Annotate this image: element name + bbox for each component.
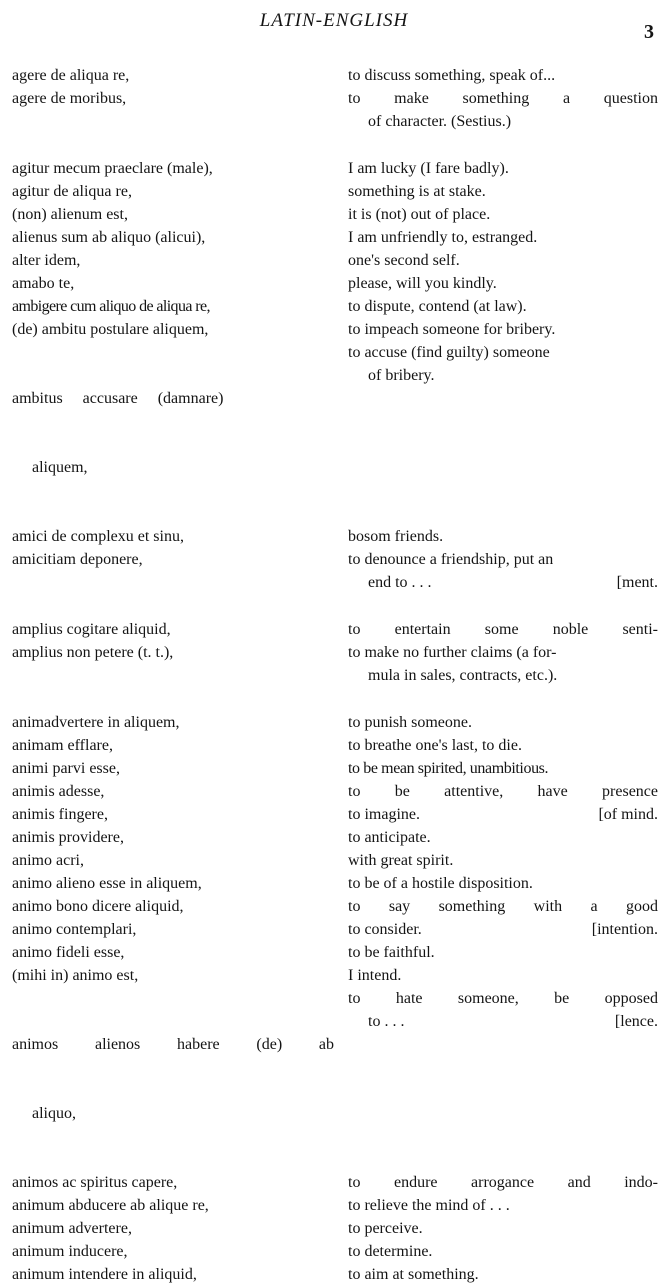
english-translation <box>348 641 658 687</box>
latin-phrase <box>12 1240 348 1263</box>
english-line: something is at stake. <box>348 183 486 200</box>
latin-line: aliquem, <box>32 459 88 476</box>
entry <box>12 1240 658 1263</box>
english-line: to entertain some noble senti- <box>348 621 658 638</box>
english-translation <box>348 780 658 803</box>
english-carryover: [lence. <box>614 1013 658 1030</box>
latin-line: animum advertere, <box>12 1220 132 1237</box>
latin-line: agere de aliqua re, <box>12 67 130 84</box>
latin-line: animo bono dicere aliquid, <box>12 898 184 915</box>
entry <box>12 895 658 918</box>
entry <box>12 341 658 525</box>
latin-line: animos alienos habere (de) ab <box>12 1036 334 1053</box>
latin-phrase <box>12 157 348 180</box>
english-line: to be of a hostile disposition. <box>348 875 533 892</box>
english-translation <box>348 918 658 941</box>
latin-line: animo alieno esse in aliquem, <box>12 875 202 892</box>
entry <box>12 87 658 133</box>
entry <box>12 249 658 272</box>
entry <box>12 826 658 849</box>
latin-line: amabo te, <box>12 275 75 292</box>
entry <box>12 641 658 687</box>
entry <box>12 941 658 964</box>
english-line: to denounce a friendship, put an <box>348 551 554 568</box>
latin-phrase <box>12 203 348 226</box>
english-translation <box>348 548 658 594</box>
latin-line: animi parvi esse, <box>12 760 120 777</box>
english-line: to . . . <box>368 1013 405 1030</box>
latin-phrase <box>12 987 348 1171</box>
latin-line: amicitiam deponere, <box>12 551 143 568</box>
english-line: of character. (Sestius.) <box>368 113 512 130</box>
latin-line: amplius cogitare aliquid, <box>12 621 171 638</box>
english-translation <box>348 157 658 180</box>
latin-phrase <box>12 295 348 318</box>
english-translation <box>348 341 658 387</box>
english-line: to accuse (find guilty) someone <box>348 344 550 361</box>
latin-phrase <box>12 1217 348 1240</box>
latin-line: animis providere, <box>12 829 124 846</box>
english-line: to relieve the mind of . . . <box>348 1197 510 1214</box>
latin-phrase <box>12 872 348 895</box>
english-line: to make something a question <box>348 90 658 107</box>
page-number: 3 <box>644 21 654 43</box>
english-line: bosom friends. <box>348 528 444 545</box>
english-line: to imagine. <box>348 806 420 823</box>
english-line-split <box>348 571 658 594</box>
english-line: I am unfriendly to, estranged. <box>348 229 538 246</box>
english-line-split <box>348 918 658 941</box>
english-line-split <box>348 1010 658 1033</box>
english-translation <box>348 618 658 641</box>
entry <box>12 849 658 872</box>
latin-phrase <box>12 64 348 87</box>
english-line: to hate someone, be opposed <box>348 990 658 1007</box>
latin-phrase <box>12 918 348 941</box>
english-line: to dispute, contend (at law). <box>348 298 527 315</box>
english-line: to determine. <box>348 1243 433 1260</box>
english-line: to make no further claims (a for- <box>348 644 557 661</box>
latin-line: agitur de aliqua re, <box>12 183 132 200</box>
running-title: LATIN-ENGLISH <box>259 10 409 31</box>
english-translation <box>348 1240 658 1263</box>
latin-phrase <box>12 341 348 525</box>
english-carryover: [ment. <box>616 574 658 591</box>
english-translation <box>348 734 658 757</box>
latin-phrase <box>12 780 348 803</box>
english-line: to endure arrogance and indo- <box>348 1174 658 1191</box>
latin-phrase <box>12 525 348 548</box>
latin-phrase <box>12 803 348 826</box>
english-translation <box>348 295 658 318</box>
latin-phrase <box>12 87 348 110</box>
english-translation <box>348 64 658 87</box>
english-translation <box>348 1194 658 1217</box>
english-line: to be mean spirited, unambitious. <box>348 760 549 777</box>
latin-line: animis adesse, <box>12 783 105 800</box>
english-translation <box>348 826 658 849</box>
entry <box>12 803 658 826</box>
english-translation <box>348 895 658 918</box>
entry <box>12 180 658 203</box>
english-line: to perceive. <box>348 1220 423 1237</box>
english-translation <box>348 711 658 734</box>
english-line: to be attentive, have presence <box>348 783 658 800</box>
latin-line: animadvertere in aliquem, <box>12 714 180 731</box>
latin-phrase <box>12 249 348 272</box>
entry <box>12 226 658 249</box>
latin-phrase <box>12 757 348 780</box>
entry <box>12 525 658 548</box>
english-line: mula in sales, contracts, etc.). <box>368 667 558 684</box>
entry <box>12 872 658 895</box>
entry <box>12 734 658 757</box>
english-line: of bribery. <box>368 367 435 384</box>
english-line: to breathe one's last, to die. <box>348 737 522 754</box>
latin-phrase <box>12 895 348 918</box>
english-carryover: [of mind. <box>598 806 658 823</box>
latin-phrase <box>12 641 348 664</box>
latin-phrase <box>12 180 348 203</box>
english-translation <box>348 180 658 203</box>
entry <box>12 987 658 1171</box>
latin-line: animo contemplari, <box>12 921 137 938</box>
english-translation <box>348 226 658 249</box>
english-translation <box>348 87 658 133</box>
entry <box>12 1194 658 1217</box>
latin-phrase <box>12 318 348 341</box>
latin-phrase <box>12 272 348 295</box>
latin-line: (de) ambitu postulare aliquem, <box>12 321 209 338</box>
english-translation <box>348 987 658 1033</box>
english-translation <box>348 525 658 548</box>
english-translation <box>348 203 658 226</box>
english-translation <box>348 1263 658 1286</box>
entry <box>12 203 658 226</box>
latin-line: agere de moribus, <box>12 90 127 107</box>
latin-line: aliquo, <box>32 1105 76 1122</box>
latin-line: animum intendere in aliquid, <box>12 1266 197 1283</box>
english-line: to consider. <box>348 921 422 938</box>
english-line: I am lucky (I fare badly). <box>348 160 509 177</box>
latin-line: amici de complexu et sinu, <box>12 528 184 545</box>
english-line: to be faithful. <box>348 944 435 961</box>
latin-line: animam efflare, <box>12 737 113 754</box>
entry <box>12 918 658 941</box>
english-translation <box>348 1217 658 1240</box>
latin-line: animum abducere ab alique re, <box>12 1197 209 1214</box>
latin-phrase <box>12 849 348 872</box>
latin-phrase <box>12 711 348 734</box>
english-line-split <box>348 803 658 826</box>
english-translation <box>348 1171 658 1194</box>
english-line: end to . . . <box>368 574 432 591</box>
entry <box>12 64 658 87</box>
english-line: to discuss something, speak of... <box>348 67 556 84</box>
entry <box>12 757 658 780</box>
latin-line: amplius non petere (t. t.), <box>12 644 174 661</box>
latin-phrase <box>12 734 348 757</box>
latin-phrase <box>12 964 348 987</box>
english-carryover: [intention. <box>591 921 658 938</box>
latin-phrase <box>12 1263 348 1286</box>
latin-phrase <box>12 941 348 964</box>
latin-phrase <box>12 548 348 571</box>
english-line: to impeach someone for bribery. <box>348 321 556 338</box>
latin-line: animos ac spiritus capere, <box>12 1174 178 1191</box>
english-translation <box>348 941 658 964</box>
dictionary-entries <box>12 64 658 1286</box>
english-line: to aim at something. <box>348 1266 479 1283</box>
entry <box>12 964 658 987</box>
entry <box>12 711 658 734</box>
english-translation <box>348 757 658 780</box>
latin-phrase <box>12 618 348 641</box>
entry <box>12 318 658 341</box>
latin-line: animo fideli esse, <box>12 944 125 961</box>
latin-line: ambitus accusare (damnare) <box>12 390 224 407</box>
english-line: to anticipate. <box>348 829 431 846</box>
latin-line: animum inducere, <box>12 1243 128 1260</box>
latin-line: (mihi in) animo est, <box>12 967 139 984</box>
english-line: please, will you kindly. <box>348 275 497 292</box>
latin-line: agitur mecum praeclare (male), <box>12 160 213 177</box>
english-translation <box>348 803 658 826</box>
latin-phrase <box>12 1194 348 1217</box>
entry <box>12 780 658 803</box>
entry <box>12 295 658 318</box>
page-header <box>0 10 668 43</box>
latin-line: animis fingere, <box>12 806 108 823</box>
english-translation <box>348 872 658 895</box>
entry <box>12 272 658 295</box>
english-translation <box>348 849 658 872</box>
english-line: to punish someone. <box>348 714 472 731</box>
latin-phrase <box>12 226 348 249</box>
entry <box>12 1217 658 1240</box>
latin-line: alienus sum ab aliquo (alicui), <box>12 229 206 246</box>
english-line: with great spirit. <box>348 852 454 869</box>
latin-line: (non) alienum est, <box>12 206 128 223</box>
entry <box>12 1171 658 1194</box>
latin-line: alter idem, <box>12 252 81 269</box>
english-translation <box>348 964 658 987</box>
entry <box>12 548 658 594</box>
latin-phrase <box>12 826 348 849</box>
english-line: to say something with a good <box>348 898 658 915</box>
entry <box>12 618 658 641</box>
latin-phrase <box>12 1171 348 1194</box>
entry <box>12 157 658 180</box>
entry <box>12 1263 658 1286</box>
english-line: I intend. <box>348 967 402 984</box>
latin-line: ambigere cum aliquo de aliqua re, <box>12 298 210 315</box>
english-line: one's second self. <box>348 252 460 269</box>
latin-line: animo acri, <box>12 852 84 869</box>
english-translation <box>348 272 658 295</box>
english-line: it is (not) out of place. <box>348 206 491 223</box>
english-translation <box>348 249 658 272</box>
english-translation <box>348 318 658 341</box>
